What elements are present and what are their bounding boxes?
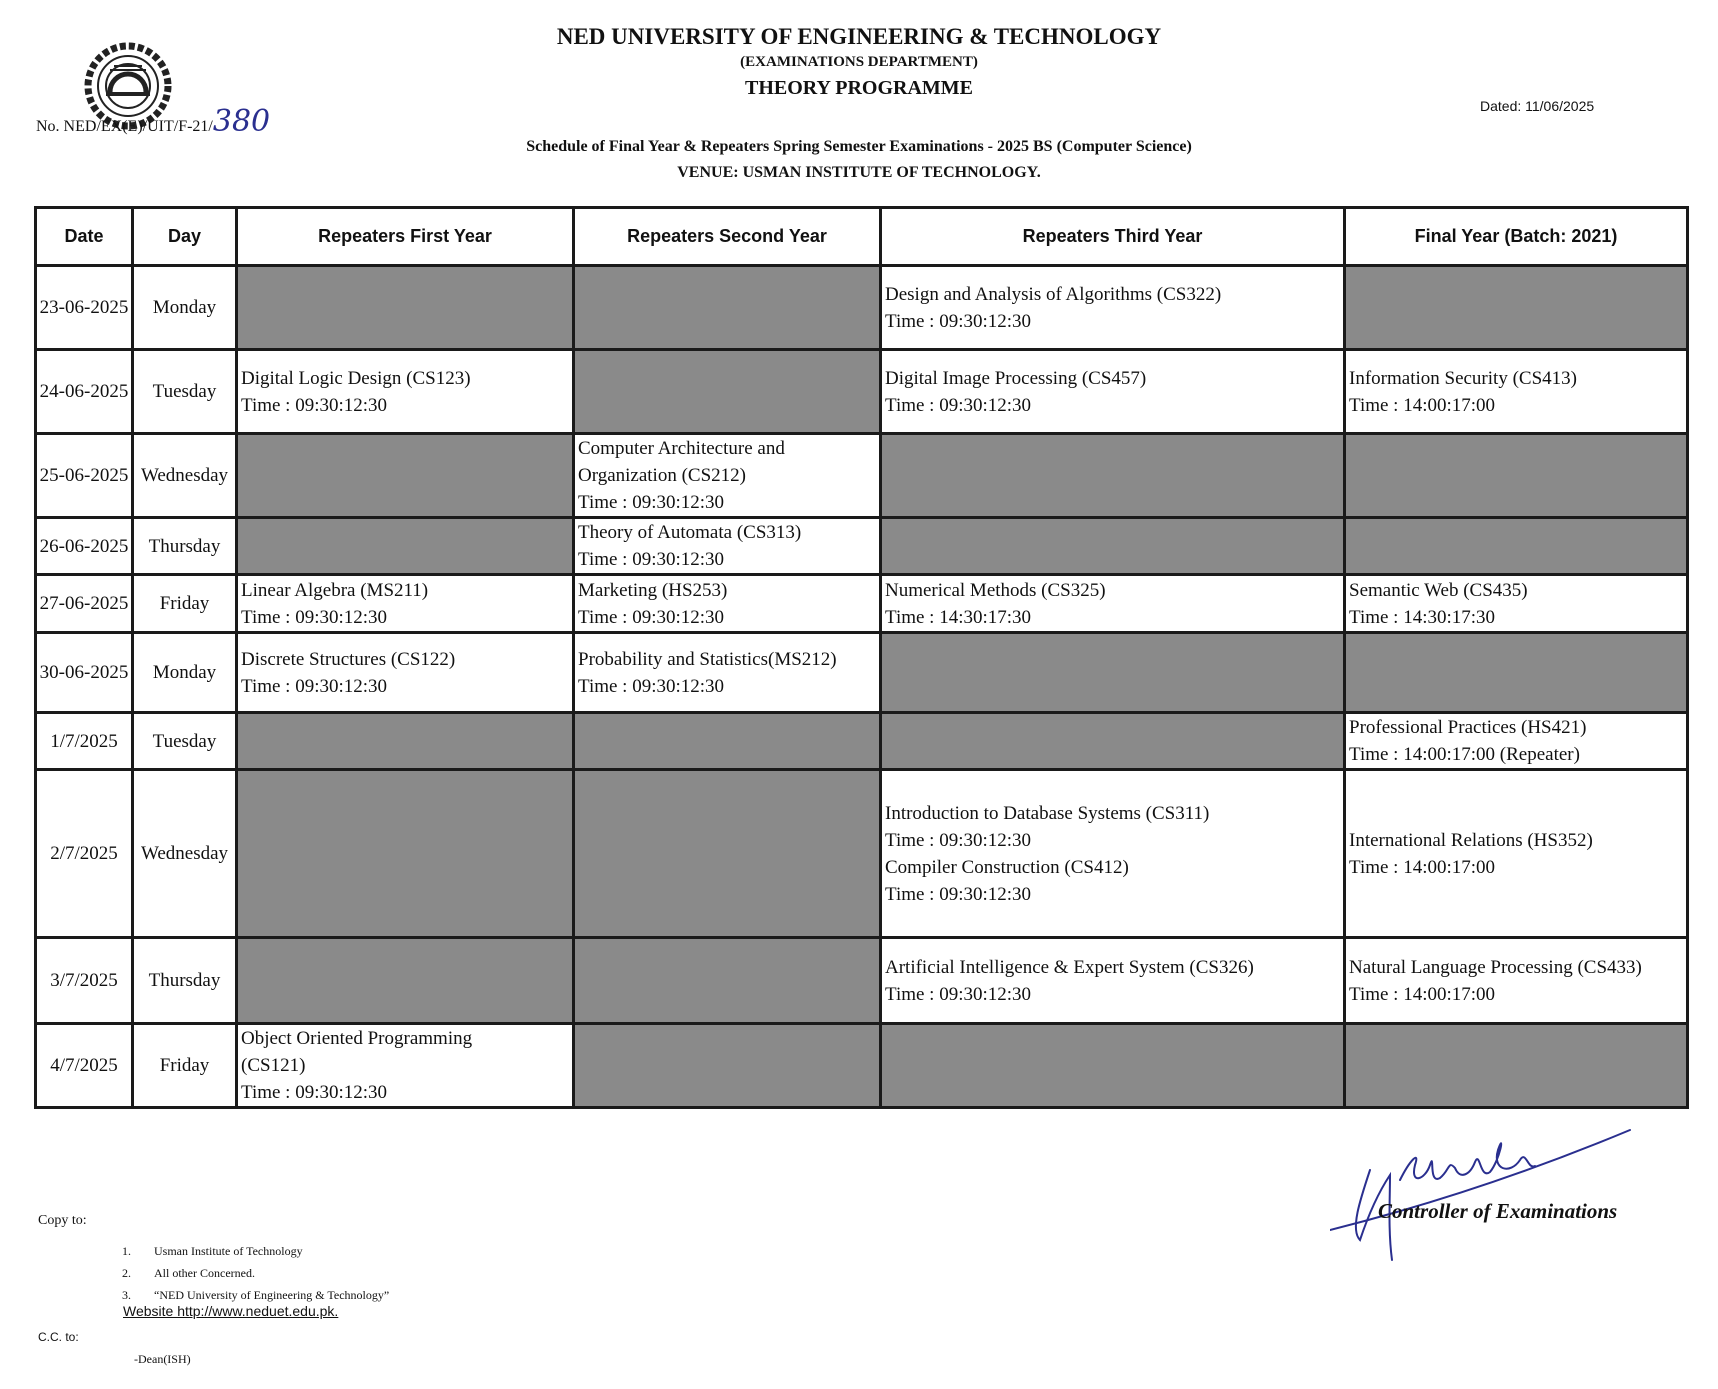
exam-cell	[574, 633, 881, 713]
day-cell: Friday	[133, 1024, 237, 1108]
day-cell: Monday	[133, 633, 237, 713]
time-line: Time : 09:30:12:30	[241, 394, 388, 416]
exam-cell	[237, 350, 574, 434]
venue-line: VENUE: USMAN INSTITUTE OF TECHNOLOGY.	[677, 164, 1041, 181]
shaded-empty-cell	[574, 1024, 881, 1108]
table-row	[36, 350, 1688, 434]
exam-cell	[1345, 575, 1688, 633]
date-cell: 27-06-2025	[36, 575, 133, 633]
table-row	[36, 770, 1688, 938]
shaded-empty-cell	[1345, 434, 1688, 518]
shaded-empty-cell	[237, 518, 574, 575]
exam-cell	[237, 633, 574, 713]
column-header: Final Year (Batch: 2021)	[1345, 208, 1688, 266]
course-line: Artificial Intelligence & Expert System (CS326)	[885, 956, 1254, 978]
course-line: Semantic Web (CS435)	[1349, 579, 1528, 601]
reference-number	[36, 104, 270, 139]
shaded-empty-cell	[237, 770, 574, 938]
date-cell: 1/7/2025	[36, 713, 133, 770]
exam-cell	[881, 770, 1345, 938]
time-line: Time : 09:30:12:30	[578, 675, 725, 697]
shaded-empty-cell	[237, 266, 574, 350]
shaded-empty-cell	[237, 434, 574, 518]
table-row	[36, 266, 1688, 350]
course-line: Object Oriented Programming	[241, 1028, 473, 1049]
table-row	[36, 434, 1688, 518]
course-line: Compiler Construction (CS412)	[885, 856, 1129, 878]
course-line: Introduction to Database Systems (CS311)	[885, 802, 1210, 824]
shaded-empty-cell	[574, 713, 881, 770]
course-line: Theory of Automata (CS313)	[578, 522, 802, 543]
shaded-empty-cell	[237, 713, 574, 770]
programme-title: THEORY PROGRAMME	[745, 77, 973, 99]
course-line: Digital Logic Design (CS123)	[241, 367, 471, 389]
exam-cell	[1345, 770, 1688, 938]
column-header: Repeaters First Year	[237, 208, 574, 266]
exam-cell	[237, 575, 574, 633]
course-line: Numerical Methods (CS325)	[885, 579, 1106, 601]
signatory-title: Controller of Examinations	[1378, 1199, 1618, 1223]
reference-handwritten-number: 380	[212, 104, 271, 139]
copy-to-list	[122, 1240, 389, 1306]
shaded-empty-cell	[574, 350, 881, 434]
course-line: Marketing (HS253)	[578, 579, 728, 601]
list-item: 1. Usman Institute of Technology	[122, 1244, 303, 1258]
shaded-empty-cell	[881, 633, 1345, 713]
table-header-row	[36, 208, 1688, 266]
date-cell: 24-06-2025	[36, 350, 133, 434]
document-date: Dated: 11/06/2025	[1480, 98, 1595, 114]
shaded-empty-cell	[1345, 518, 1688, 575]
copy-to-label: Copy to:	[38, 1213, 87, 1228]
cc-label: C.C. to:	[38, 1330, 79, 1344]
time-line: Time : 09:30:12:30	[885, 829, 1032, 851]
shaded-empty-cell	[881, 713, 1345, 770]
time-line: Time : 09:30:12:30	[885, 394, 1032, 416]
exam-cell	[881, 938, 1345, 1024]
website-link[interactable]: Website http://www.neduet.edu.pk.	[123, 1303, 339, 1319]
time-line: Time : 14:00:17:00	[1349, 856, 1496, 878]
time-line: Time : 09:30:12:30	[578, 606, 725, 628]
exam-cell	[881, 575, 1345, 633]
time-line: Time : 14:00:17:00 (Repeater)	[1349, 744, 1580, 765]
day-cell: Tuesday	[133, 713, 237, 770]
course-line: Professional Practices (HS421)	[1349, 717, 1587, 738]
time-line: Time : 14:30:17:30	[885, 606, 1032, 628]
time-line: Time : 09:30:12:30	[885, 983, 1032, 1005]
date-cell: 2/7/2025	[36, 770, 133, 938]
university-name: NED UNIVERSITY OF ENGINEERING & TECHNOLOGY	[556, 24, 1162, 49]
day-cell: Thursday	[133, 518, 237, 575]
list-item: 2. All other Concerned.	[122, 1266, 255, 1280]
day-cell: Wednesday	[133, 434, 237, 518]
course-line: Digital Image Processing (CS457)	[885, 367, 1147, 389]
column-header: Repeaters Second Year	[574, 208, 881, 266]
course-line: Information Security (CS413)	[1349, 367, 1577, 389]
time-line: Time : 09:30:12:30	[241, 606, 388, 628]
date-cell: 30-06-2025	[36, 633, 133, 713]
table-row	[36, 575, 1688, 633]
course-line: Discrete Structures (CS122)	[241, 648, 456, 670]
shaded-empty-cell	[1345, 633, 1688, 713]
exam-cell	[1345, 713, 1688, 770]
shaded-empty-cell	[574, 938, 881, 1024]
table-row	[36, 938, 1688, 1024]
shaded-empty-cell	[237, 938, 574, 1024]
exam-cell	[574, 518, 881, 575]
handwritten-signature	[1330, 1090, 1650, 1270]
day-cell: Friday	[133, 575, 237, 633]
cc-item: -Dean(ISH)	[134, 1352, 191, 1366]
course-line: International Relations (HS352)	[1349, 829, 1593, 851]
time-line: (CS121)	[241, 1055, 306, 1076]
table-row	[36, 518, 1688, 575]
shaded-empty-cell	[881, 1024, 1345, 1108]
course-line: Design and Analysis of Algorithms (CS322)	[885, 283, 1222, 305]
exam-cell	[1345, 938, 1688, 1024]
course-line: Probability and Statistics(MS212)	[578, 648, 837, 670]
time-line: Time : 09:30:12:30	[241, 1082, 388, 1103]
course-line: Natural Language Processing (CS433)	[1349, 956, 1642, 978]
shaded-empty-cell	[574, 266, 881, 350]
table-row	[36, 713, 1688, 770]
day-cell: Tuesday	[133, 350, 237, 434]
exam-cell	[574, 575, 881, 633]
course-line: Computer Architecture and	[578, 438, 785, 459]
column-header: Date	[36, 208, 133, 266]
date-cell: 25-06-2025	[36, 434, 133, 518]
exam-cell	[881, 350, 1345, 434]
shaded-empty-cell	[881, 518, 1345, 575]
date-cell: 23-06-2025	[36, 266, 133, 350]
list-item: 3. “NED University of Engineering & Technology”	[122, 1288, 390, 1302]
exam-cell	[1345, 350, 1688, 434]
time-line: Time : 14:30:17:30	[1349, 606, 1496, 628]
date-cell: 26-06-2025	[36, 518, 133, 575]
shaded-empty-cell	[574, 770, 881, 938]
exam-schedule-table	[34, 206, 1689, 1109]
time-line: Time : 09:30:12:30	[885, 883, 1032, 905]
time-line: Time : 09:30:12:30	[885, 310, 1032, 332]
exam-cell	[881, 266, 1345, 350]
column-header: Repeaters Third Year	[881, 208, 1345, 266]
shaded-empty-cell	[881, 434, 1345, 518]
time-line: Organization (CS212)	[578, 465, 746, 486]
day-cell: Thursday	[133, 938, 237, 1024]
schedule-title: Schedule of Final Year & Repeaters Spring Semester Examinations - 2025 BS (Computer Science)	[526, 138, 1192, 155]
department-name: (EXAMINATIONS DEPARTMENT)	[740, 54, 978, 70]
course-line: Linear Algebra (MS211)	[241, 579, 429, 601]
day-cell: Monday	[133, 266, 237, 350]
time-line: Time : 09:30:12:30	[578, 549, 725, 570]
table-row	[36, 633, 1688, 713]
exam-cell	[574, 434, 881, 518]
reference-prefix: No. NED/EX(E)/UIT/F-21/	[36, 118, 213, 135]
day-cell: Wednesday	[133, 770, 237, 938]
shaded-empty-cell	[1345, 266, 1688, 350]
date-cell: 3/7/2025	[36, 938, 133, 1024]
exam-cell	[237, 1024, 574, 1108]
time-line: Time : 14:00:17:00	[1349, 394, 1496, 416]
time-line: Time : 14:00:17:00	[1349, 983, 1496, 1005]
date-cell: 4/7/2025	[36, 1024, 133, 1108]
time-line: Time : 09:30:12:30	[578, 492, 725, 513]
column-header: Day	[133, 208, 237, 266]
time-line: Time : 09:30:12:30	[241, 675, 388, 697]
